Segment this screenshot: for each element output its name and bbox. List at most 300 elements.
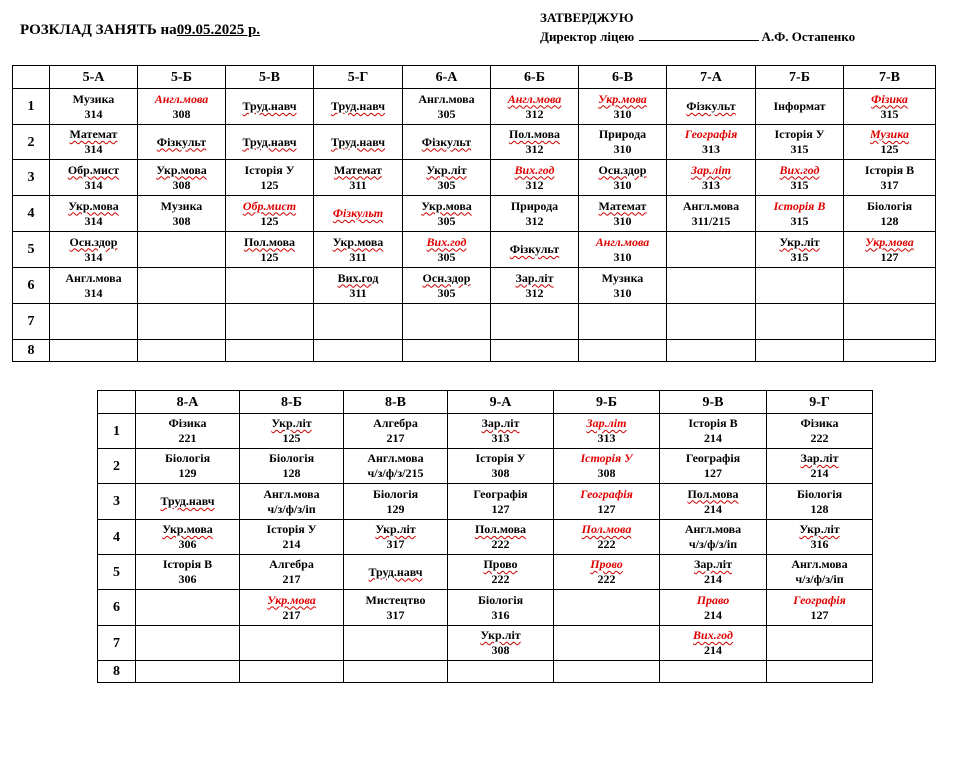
room-number: 311	[349, 249, 367, 264]
room-number: 214	[282, 537, 301, 551]
room-number: 315	[790, 213, 809, 228]
lesson-cell	[844, 160, 936, 196]
class-header: 8-В	[344, 391, 448, 414]
subject-name: Математ	[598, 198, 647, 213]
subject-name: Фізика	[871, 91, 908, 106]
lesson-cell	[756, 125, 844, 160]
lesson-row	[98, 520, 873, 555]
lesson-number: 6	[13, 268, 50, 304]
subject-name: Англ.мова	[65, 270, 122, 285]
room-number: 311	[349, 177, 367, 192]
lesson-cell	[50, 232, 138, 268]
room-number: 129	[178, 466, 197, 480]
lesson-cell	[448, 414, 554, 449]
class-header: 9-А	[448, 391, 554, 414]
lesson-row	[98, 555, 873, 590]
lesson-cell	[554, 555, 660, 590]
room-number: 310	[613, 106, 632, 121]
subject-name: Труд.навч	[330, 99, 386, 113]
lesson-cell	[767, 590, 873, 626]
lesson-cell	[767, 414, 873, 449]
lesson-cell	[554, 414, 660, 449]
class-header: 7-А	[667, 66, 756, 89]
room-number: 127	[491, 501, 510, 516]
room-number: 311	[349, 285, 367, 300]
lesson-cell	[314, 304, 403, 340]
lesson-cell	[579, 340, 667, 362]
room-number: 314	[84, 213, 103, 228]
lesson-number: 4	[98, 520, 136, 555]
lesson-cell	[491, 304, 579, 340]
lesson-row	[13, 340, 936, 362]
lesson-cell	[344, 590, 448, 626]
room-number: 314	[84, 177, 103, 192]
lesson-cell	[448, 555, 554, 590]
room-number: 306	[178, 537, 197, 551]
subject-name: Фізкульт	[332, 206, 384, 220]
room-number: 312	[525, 177, 544, 192]
room-number: 214	[704, 607, 722, 622]
subject-name: Англ.мова	[263, 486, 320, 501]
subject-name: Фізика	[800, 416, 839, 430]
lesson-cell	[314, 340, 403, 362]
lesson-number: 2	[98, 449, 136, 484]
subject-name: Обр.мист	[242, 198, 297, 213]
class-header: 8-А	[136, 391, 240, 414]
room-number: 312	[525, 142, 544, 156]
class-header: 6-В	[579, 66, 667, 89]
lesson-cell	[554, 484, 660, 520]
lesson-cell	[240, 414, 344, 449]
lesson-cell	[403, 89, 491, 125]
lesson-cell	[756, 232, 844, 268]
lesson-row	[13, 232, 936, 268]
subject-name: Природа	[598, 127, 647, 141]
subject-name: Англ.мова	[418, 91, 475, 106]
class-header: 5-Г	[314, 66, 403, 89]
lesson-cell	[226, 160, 314, 196]
subject-name: Пол.мова	[508, 127, 561, 141]
approve-label: ЗАТВЕРДЖУЮ	[540, 10, 634, 25]
lesson-cell	[403, 304, 491, 340]
room-number: 127	[704, 466, 722, 480]
class-header: 6-А	[403, 66, 491, 89]
class-header: 6-Б	[491, 66, 579, 89]
lesson-cell	[844, 196, 936, 232]
room-number: 308	[597, 466, 616, 480]
room-number: 308	[172, 177, 191, 192]
approval-block	[540, 8, 855, 46]
room-number: ч/з/ф/з/іп	[795, 572, 844, 586]
lesson-cell	[448, 626, 554, 661]
lesson-row	[13, 268, 936, 304]
subject-name: Вих.год	[514, 162, 555, 177]
lesson-cell	[403, 196, 491, 232]
room-number: 314	[84, 106, 103, 121]
subject-name: Укр.літ	[426, 162, 467, 177]
lesson-number: 7	[13, 304, 50, 340]
room-number: 222	[597, 572, 616, 586]
lesson-cell	[344, 626, 448, 661]
room-number: 312	[525, 213, 544, 228]
lesson-cell	[448, 661, 554, 683]
class-header: 9-Г	[767, 391, 873, 414]
lesson-cell	[660, 484, 767, 520]
lesson-cell	[756, 160, 844, 196]
lesson-cell	[767, 661, 873, 683]
subject-name: Історія У	[475, 451, 526, 465]
lesson-cell	[554, 626, 660, 661]
class-header: 7-Б	[756, 66, 844, 89]
lesson-cell	[314, 89, 403, 125]
room-number: 125	[260, 249, 279, 264]
room-number: 316	[810, 537, 829, 551]
subject-name: Англ.мова	[791, 557, 848, 571]
subject-name: Зар.літ	[800, 451, 839, 465]
lesson-cell	[314, 160, 403, 196]
room-number: 222	[597, 537, 616, 551]
subject-name: Вих.год	[426, 234, 467, 249]
lesson-cell	[491, 196, 579, 232]
room-number: 127	[880, 249, 899, 264]
lesson-number: 6	[98, 590, 136, 626]
room-number: 305	[437, 249, 456, 264]
lesson-cell	[226, 89, 314, 125]
lesson-row	[13, 304, 936, 340]
lesson-cell	[448, 484, 554, 520]
director-line	[540, 27, 855, 46]
subject-name: Укр.літ	[779, 234, 820, 249]
lesson-cell	[667, 268, 756, 304]
room-number: 308	[491, 466, 510, 480]
lesson-cell	[344, 484, 448, 520]
lesson-cell	[136, 626, 240, 661]
schedule-date: 09.05.2025 р.	[176, 22, 261, 38]
room-number: ч/з/ф/з/215	[367, 466, 424, 480]
subject-name: Фізкульт	[421, 134, 472, 149]
subject-name: Фізкульт	[686, 99, 736, 113]
lesson-cell	[660, 449, 767, 484]
subject-name: Історія У	[266, 522, 317, 536]
subject-name: Труд.навч	[368, 564, 423, 579]
lesson-cell	[491, 125, 579, 160]
room-number: 129	[386, 501, 405, 516]
subject-name: Історія В	[688, 416, 738, 430]
room-number: 217	[282, 607, 301, 622]
class-header: 5-Б	[138, 66, 226, 89]
lesson-cell	[667, 340, 756, 362]
subject-name: Укр.літ	[480, 628, 521, 642]
lesson-cell	[138, 160, 226, 196]
lesson-cell	[491, 232, 579, 268]
lesson-cell	[844, 125, 936, 160]
room-number: 127	[810, 607, 829, 622]
corner-cell	[13, 66, 50, 89]
lesson-cell	[314, 125, 403, 160]
lesson-cell	[344, 449, 448, 484]
subject-name: Біологія	[477, 592, 524, 607]
lesson-number: 1	[13, 89, 50, 125]
class-header: 9-В	[660, 391, 767, 414]
lesson-cell	[314, 232, 403, 268]
subject-name: Пол.мова	[687, 486, 739, 501]
subject-name: Укр.мова	[68, 198, 119, 213]
lesson-cell	[844, 232, 936, 268]
lesson-cell	[767, 555, 873, 590]
subject-name: Математ	[334, 162, 382, 177]
lesson-cell	[403, 125, 491, 160]
lesson-cell	[448, 590, 554, 626]
lesson-cell	[50, 268, 138, 304]
subject-name: Труд.навч	[160, 494, 215, 508]
subject-name: Природа	[510, 198, 559, 213]
lesson-cell	[667, 196, 756, 232]
room-number: 128	[880, 213, 899, 228]
lesson-number: 4	[13, 196, 50, 232]
lesson-number: 5	[13, 232, 50, 268]
lesson-number: 5	[98, 555, 136, 590]
room-number: 306	[178, 572, 197, 586]
lesson-row	[13, 125, 936, 160]
lesson-cell	[756, 304, 844, 340]
lesson-row	[98, 661, 873, 683]
lesson-cell	[240, 590, 344, 626]
subject-name: Прово	[590, 557, 623, 571]
room-number: 217	[282, 572, 301, 586]
subject-name: Пол.мова	[474, 522, 527, 536]
subject-name: Осн.здор	[422, 270, 471, 285]
schedule-title	[20, 22, 260, 39]
lesson-cell	[240, 449, 344, 484]
lesson-cell	[138, 89, 226, 125]
subject-name: Англ.мова	[684, 522, 742, 536]
room-number: 305	[437, 285, 456, 300]
subject-name: Укр.мова	[421, 198, 472, 213]
room-number: 310	[613, 177, 632, 192]
subject-name: Біологія	[164, 451, 211, 465]
subject-name: Мистецтво	[365, 592, 426, 607]
lesson-number: 7	[98, 626, 136, 661]
subject-name: Фізкульт	[156, 134, 207, 149]
subject-name: Осн.здор	[69, 234, 118, 249]
room-number: 125	[282, 431, 301, 445]
lesson-number: 3	[13, 160, 50, 196]
subject-name: Англ.мова	[154, 91, 209, 106]
title-prefix: РОЗКЛАД ЗАНЯТЬ на	[20, 22, 177, 38]
subject-name: Вих.год	[693, 628, 733, 642]
lesson-cell	[138, 125, 226, 160]
subject-name: Укр.мова	[156, 162, 207, 177]
subject-name: Прово	[483, 557, 518, 571]
room-number: 314	[84, 285, 103, 300]
subject-name: Біологія	[866, 198, 913, 213]
lesson-row	[13, 160, 936, 196]
lesson-cell	[138, 232, 226, 268]
room-number: 310	[613, 249, 632, 264]
subject-name: Англ.мова	[595, 234, 650, 249]
lesson-cell	[667, 125, 756, 160]
room-number: 222	[491, 572, 510, 586]
lesson-cell	[226, 196, 314, 232]
room-number: 127	[597, 501, 616, 516]
room-number: 214	[704, 431, 722, 445]
lesson-cell	[138, 196, 226, 232]
lesson-row	[98, 626, 873, 661]
lesson-cell	[226, 268, 314, 304]
lesson-cell	[660, 661, 767, 683]
lesson-cell	[554, 449, 660, 484]
subject-name: Пол.мова	[581, 522, 632, 536]
lesson-cell	[240, 661, 344, 683]
lesson-cell	[403, 340, 491, 362]
lesson-cell	[667, 304, 756, 340]
room-number: 305	[437, 106, 456, 121]
lesson-cell	[579, 304, 667, 340]
subject-name: Географія	[684, 127, 738, 141]
class-header: 9-Б	[554, 391, 660, 414]
subject-name: Історія В	[773, 198, 826, 213]
room-number: 312	[525, 106, 544, 121]
class-header: 8-Б	[240, 391, 344, 414]
lesson-cell	[136, 520, 240, 555]
subject-name: Право	[696, 592, 730, 607]
subject-name: Алгебра	[373, 416, 418, 430]
director-label: Директор ліцею	[540, 29, 635, 44]
subject-name: Історія У	[774, 127, 825, 141]
lesson-cell	[403, 160, 491, 196]
subject-name: Укр.літ	[799, 522, 840, 536]
corner-cell	[98, 391, 136, 414]
subject-name: Історія У	[580, 451, 633, 465]
lesson-cell	[138, 340, 226, 362]
lesson-number: 8	[98, 661, 136, 683]
director-name: А.Ф. Остапенко	[761, 29, 856, 44]
lesson-cell	[756, 268, 844, 304]
schedule-table-grades-8-9	[97, 390, 873, 683]
lesson-cell	[240, 626, 344, 661]
lesson-cell	[448, 520, 554, 555]
lesson-cell	[756, 196, 844, 232]
room-number: 217	[386, 431, 405, 445]
subject-name: Історія В	[864, 162, 915, 177]
lesson-cell	[579, 160, 667, 196]
subject-name: Обр.мист	[67, 162, 120, 177]
subject-name: Укр.мова	[267, 592, 316, 607]
subject-name: Укр.мова	[162, 522, 213, 536]
room-number: ч/з/ф/з/іп	[688, 537, 738, 551]
lesson-cell	[403, 232, 491, 268]
lesson-cell	[226, 125, 314, 160]
lesson-cell	[491, 89, 579, 125]
lesson-cell	[554, 590, 660, 626]
room-number: 310	[613, 142, 632, 156]
lesson-cell	[240, 520, 344, 555]
subject-name: Історія У	[244, 162, 295, 177]
subject-name: Зар.літ	[694, 557, 732, 571]
lesson-number: 2	[13, 125, 50, 160]
lesson-cell	[344, 414, 448, 449]
lesson-cell	[448, 449, 554, 484]
subject-name: Біологія	[268, 451, 315, 465]
room-number: 311/215	[691, 213, 731, 228]
room-number: ч/з/ф/з/іп	[267, 501, 316, 516]
subject-name: Укр.мова	[865, 234, 914, 249]
lesson-cell	[491, 268, 579, 304]
room-number: 305	[437, 213, 456, 228]
lesson-cell	[50, 196, 138, 232]
room-number: 128	[282, 466, 301, 480]
lesson-number: 3	[98, 484, 136, 520]
lesson-cell	[660, 414, 767, 449]
room-number: 305	[437, 177, 456, 192]
subject-name: Математ	[69, 127, 118, 141]
subject-name: Музика	[160, 198, 203, 213]
room-number: 313	[597, 431, 616, 445]
lesson-cell	[579, 268, 667, 304]
lesson-cell	[579, 125, 667, 160]
subject-name: Пол.мова	[243, 234, 296, 249]
lesson-number: 8	[13, 340, 50, 362]
subject-name: Історія В	[162, 557, 213, 571]
lesson-cell	[491, 160, 579, 196]
lesson-cell	[226, 232, 314, 268]
lesson-row	[98, 414, 873, 449]
room-number: 313	[702, 142, 720, 156]
subject-name: Географія	[793, 592, 846, 607]
room-number: 317	[880, 177, 899, 192]
subject-name: Зар.літ	[691, 162, 731, 177]
lesson-cell	[136, 484, 240, 520]
lesson-cell	[767, 484, 873, 520]
lesson-cell	[844, 268, 936, 304]
lesson-cell	[660, 590, 767, 626]
subject-name: Біологія	[372, 486, 419, 501]
subject-name: Інформат	[773, 99, 826, 113]
room-number: 308	[172, 213, 191, 228]
subject-name: Зар.літ	[586, 416, 627, 430]
room-number: 222	[491, 537, 510, 551]
subject-name: Фізика	[168, 416, 207, 430]
room-number: 125	[880, 142, 899, 156]
lesson-row	[98, 449, 873, 484]
header-row	[13, 66, 936, 89]
room-number: 310	[613, 213, 632, 228]
lesson-cell	[660, 626, 767, 661]
lesson-cell	[579, 196, 667, 232]
lesson-cell	[660, 520, 767, 555]
lesson-cell	[136, 555, 240, 590]
lesson-cell	[844, 89, 936, 125]
subject-name: Зар.літ	[515, 270, 554, 285]
lesson-cell	[844, 304, 936, 340]
lesson-cell	[136, 414, 240, 449]
lesson-cell	[226, 340, 314, 362]
lesson-cell	[344, 520, 448, 555]
lesson-cell	[136, 590, 240, 626]
lesson-cell	[50, 160, 138, 196]
room-number: 313	[491, 431, 510, 445]
lesson-cell	[314, 196, 403, 232]
room-number: 313	[702, 177, 720, 192]
room-number: 317	[386, 537, 405, 551]
subject-name: Алгебра	[269, 557, 314, 571]
room-number: 316	[491, 607, 510, 622]
lesson-cell	[136, 449, 240, 484]
lesson-row	[98, 590, 873, 626]
subject-name: Музика	[601, 270, 644, 285]
lesson-cell	[403, 268, 491, 304]
header-row	[98, 391, 873, 414]
